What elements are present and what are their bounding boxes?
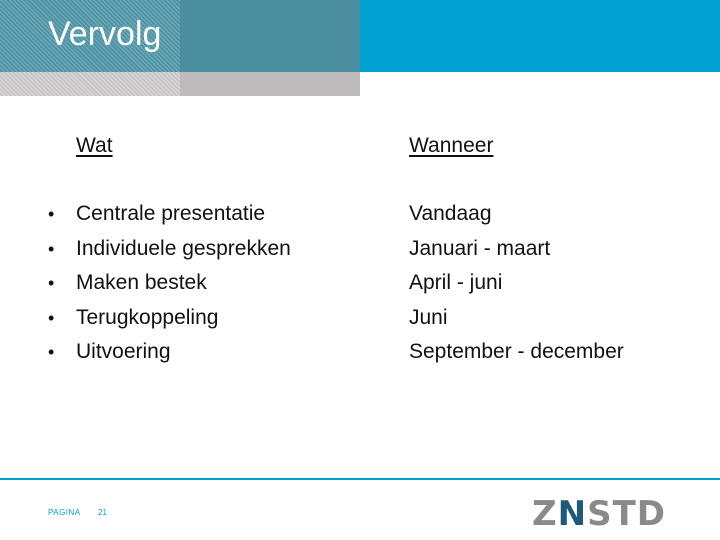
logo-letter-n: N [557, 494, 588, 530]
header-blue-band [360, 0, 720, 72]
list-item [48, 268, 291, 303]
column-heading-wat: Wat [76, 134, 113, 157]
list-item [48, 303, 291, 338]
activity-label: Maken bestek [76, 271, 207, 294]
logo-letters-std: STD [587, 494, 667, 530]
list-item [48, 337, 291, 372]
list-item [48, 234, 291, 269]
schedule-list [409, 199, 624, 372]
schedule-item: Juni [409, 305, 448, 329]
list-item [48, 199, 291, 234]
logo-letter-z: Z [532, 494, 558, 530]
schedule-item: September - december [409, 340, 624, 363]
znstd-logo [532, 494, 680, 530]
activity-label: Individuele gesprekken [76, 236, 291, 260]
schedule-item: Vandaag [409, 202, 492, 225]
bullet-icon: • [48, 238, 55, 259]
bullet-icon: • [48, 342, 55, 362]
logo-text [532, 494, 666, 530]
bullet-icon: • [48, 273, 55, 293]
bullet-icon: • [48, 307, 55, 328]
schedule-item: April - juni [409, 271, 503, 294]
activity-label: Terugkoppeling [76, 305, 219, 329]
page-label: PAGINA [48, 508, 81, 517]
column-heading-wanneer: Wanneer [409, 134, 494, 157]
slide-title: Vervolg [48, 15, 162, 53]
activity-list [48, 199, 291, 372]
activity-label: Uitvoering [76, 340, 171, 363]
activity-label: Centrale presentatie [76, 202, 266, 225]
footer-divider [0, 478, 720, 480]
page-number: 21 [98, 508, 107, 517]
schedule-item: Januari - maart [409, 236, 551, 260]
bullet-icon: • [48, 204, 55, 224]
